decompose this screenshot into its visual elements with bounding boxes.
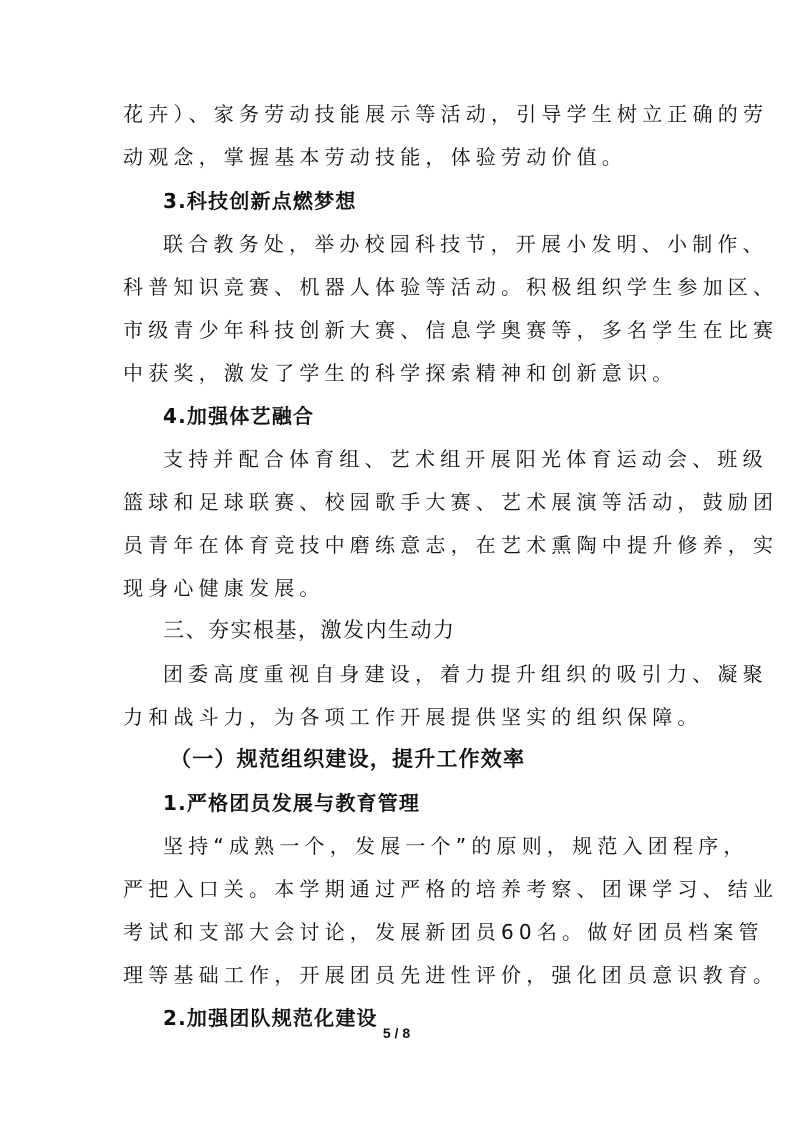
paragraph-line: 员青年在体育竞技中磨练意志，在艺术熏陶中提升修养，实 <box>123 533 779 557</box>
paragraph-line: 中获奖，激发了学生的科学探索精神和创新意识。 <box>123 361 678 385</box>
item-heading-member-development: 1.严格团员发展与教育管理 <box>163 791 421 815</box>
paragraph-line: 现身心健康发展。 <box>123 576 325 600</box>
paragraph-line: 篮球和足球联赛、校园歌手大赛、艺术展演等活动，鼓励团 <box>123 490 779 514</box>
item-heading-sports-arts: 4.加强体艺融合 <box>163 404 315 428</box>
paragraph-line: 严把入口关。本学期通过严格的培养考察、团课学习、结业 <box>123 877 779 901</box>
paragraph-line: 支持并配合体育组、艺术组开展阳光体育运动会、班级 <box>163 447 768 471</box>
subsection-heading-one: （一）规范组织建设，提升工作效率 <box>170 747 526 771</box>
item-heading-tech-innovation: 3.科技创新点燃梦想 <box>163 189 357 213</box>
paragraph-line: 团委高度重视自身建设，着力提升组织的吸引力、凝聚 <box>163 662 768 686</box>
item-heading-team-standardization: 2.加强团队规范化建设 <box>163 1006 378 1030</box>
paragraph-line: 坚持“成熟一个，发展一个”的原则，规范入团程序， <box>163 834 749 858</box>
paragraph-line: 市级青少年科技创新大赛、信息学奥赛等，多名学生在比赛 <box>123 318 779 342</box>
paragraph-line: 力和战斗力，为各项工作开展提供坚实的组织保障。 <box>123 705 703 729</box>
paragraph-line: 理等基础工作，开展团员先进性评价，强化团员意识教育。 <box>123 963 779 987</box>
paragraph-line: 科普知识竞赛、机器人体验等活动。积极组织学生参加区、 <box>123 275 779 299</box>
section-heading-three: 三、夯实根基，激发内生动力 <box>163 618 456 642</box>
paragraph-line: 联合教务处，举办校园科技节，开展小发明、小制作、 <box>163 232 768 256</box>
paragraph-line: 花卉）、家务劳动技能展示等活动，引导学生树立正确的劳 <box>123 102 769 126</box>
paragraph-line: 考试和支部大会讨论，发展新团员60名。做好团员档案管 <box>123 920 764 944</box>
page-number: 5 / 8 <box>382 1025 411 1041</box>
paragraph-line: 动观念，掌握基本劳动技能，体验劳动价值。 <box>123 145 627 169</box>
